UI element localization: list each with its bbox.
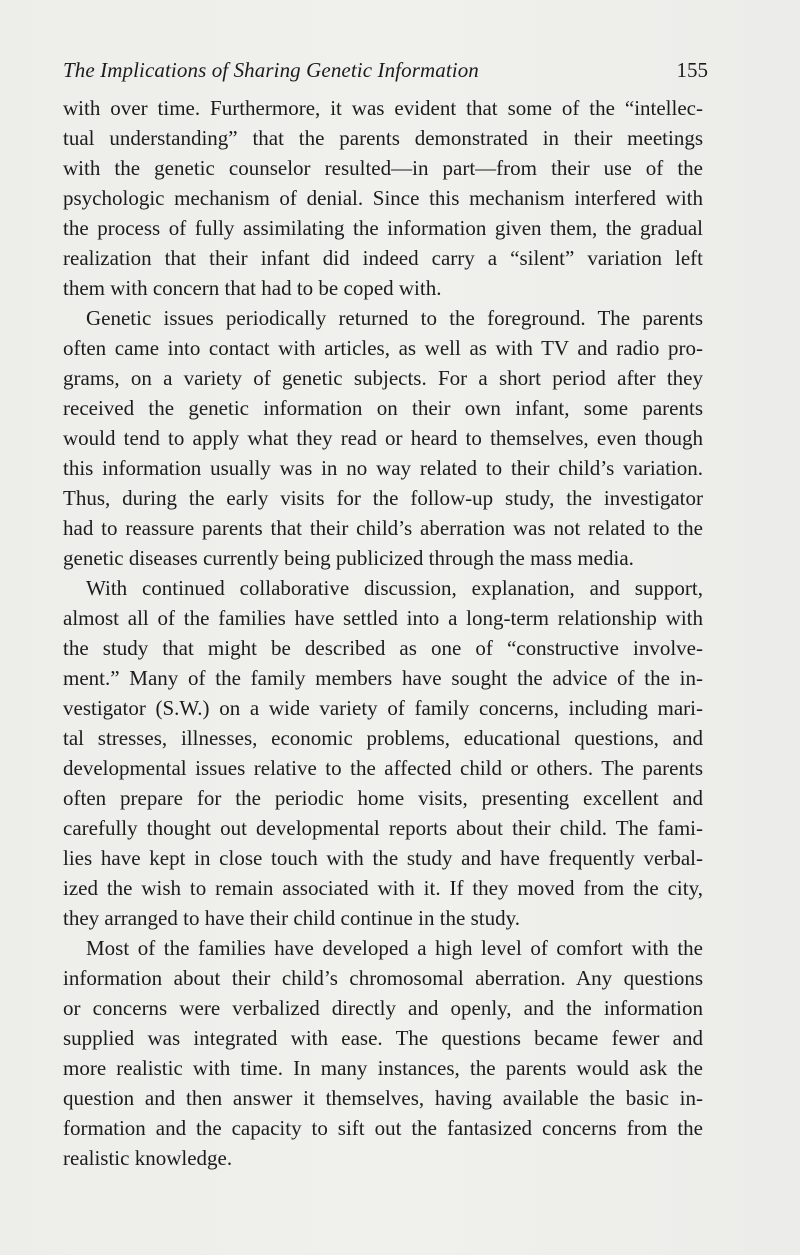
text-line: they arranged to have their child continue in the study. — [63, 906, 520, 930]
text-line: the process of fully assimilating the information given them, the gradual — [63, 216, 703, 240]
text-line: carefully thought out developmental reports about their child. The fami- — [63, 816, 703, 840]
text-line: ized the wish to remain associated with it. If they moved from the city, — [63, 876, 703, 900]
text-line: realization that their infant did indeed carry a “silent” variation left — [63, 246, 703, 270]
text-line: Genetic issues periodically returned to the foreground. The parents — [86, 306, 703, 330]
text-line: the study that might be described as one of “constructive involve- — [63, 636, 703, 660]
text-line: grams, on a variety of genetic subjects. For a short period after they — [63, 366, 703, 390]
text-line: ment.” Many of the family members have sought the advice of the in- — [63, 666, 703, 690]
text-line: vestigator (S.W.) on a wide variety of family concerns, including mari- — [63, 696, 703, 720]
text-line: them with concern that had to be coped with. — [63, 276, 442, 300]
text-line: lies have kept in close touch with the study and have frequently verbal- — [63, 846, 703, 870]
text-line: with over time. Furthermore, it was evident that some of the “intellec- — [63, 96, 703, 120]
text-line: Most of the families have developed a high level of comfort with the — [86, 936, 703, 960]
text-line: received the genetic information on their own infant, some parents — [63, 396, 703, 420]
text-line: or concerns were verbalized directly and openly, and the information — [63, 996, 703, 1020]
running-header-title: The Implications of Sharing Genetic Information — [63, 58, 479, 82]
text-line: often prepare for the periodic home visits, presenting excellent and — [63, 786, 703, 810]
text-line: often came into contact with articles, as well as with TV and radio pro- — [63, 336, 703, 360]
body-text — [63, 93, 703, 1173]
text-line: realistic knowledge. — [63, 1146, 233, 1170]
text-line: formation and the capacity to sift out the fantasized concerns from the — [63, 1116, 703, 1140]
text-line: more realistic with time. In many instances, the parents would ask the — [63, 1056, 703, 1080]
text-line: this information usually was in no way related to their child’s variation. — [63, 456, 703, 480]
text-line: Thus, during the early visits for the follow-up study, the investigator — [63, 486, 703, 510]
running-header — [63, 58, 708, 88]
text-line: information about their child’s chromosomal aberration. Any questions — [63, 966, 703, 990]
text-line: developmental issues relative to the affected child or others. The parents — [63, 756, 703, 780]
text-line: question and then answer it themselves, having available the basic in- — [63, 1086, 703, 1110]
text-line: tual understanding” that the parents demonstrated in their meetings — [63, 126, 703, 150]
text-line: supplied was integrated with ease. The questions became fewer and — [63, 1026, 703, 1050]
text-line: had to reassure parents that their child’s aberration was not related to the — [63, 516, 703, 540]
text-line: almost all of the families have settled into a long-term relationship with — [63, 606, 703, 630]
text-line: genetic diseases currently being publicized through the mass media. — [63, 546, 634, 570]
text-line: tal stresses, illnesses, economic problems, educational questions, and — [63, 726, 703, 750]
text-line: with the genetic counselor resulted—in part—from their use of the — [63, 156, 703, 180]
text-line: would tend to apply what they read or heard to themselves, even though — [63, 426, 703, 450]
text-line: With continued collaborative discussion, explanation, and support, — [86, 576, 703, 600]
text-line: psychologic mechanism of denial. Since this mechanism interfered with — [63, 186, 703, 210]
page-number: 155 — [676, 58, 708, 82]
